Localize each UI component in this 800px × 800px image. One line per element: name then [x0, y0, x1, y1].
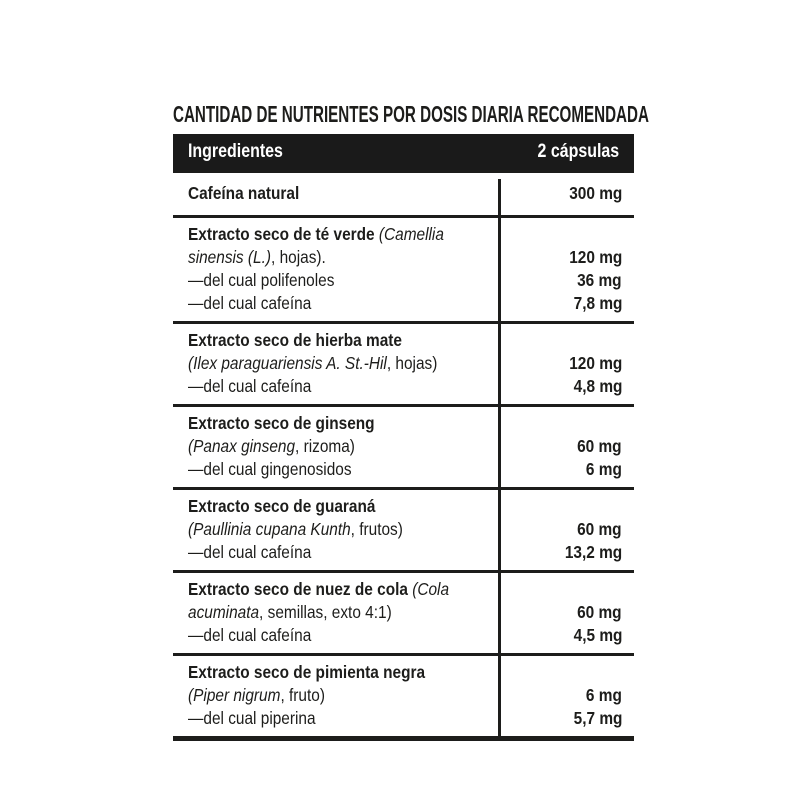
- table-row-cafeina-natural: [173, 170, 634, 215]
- ingredient-line: Extracto seco de hierba mate: [188, 330, 402, 350]
- ingredient-line: Cafeína natural: [188, 183, 300, 203]
- ingredient-line: Extracto seco de ginseng: [188, 413, 375, 433]
- ingredient-cell: [173, 407, 499, 487]
- amount-value: 36 mg: [577, 270, 622, 290]
- nutrition-panel: [173, 101, 649, 741]
- amount-value: 13,2 mg: [564, 542, 622, 562]
- ingredient-line: (Ilex paraguariensis A. St.-Hil, hojas): [188, 353, 438, 373]
- ingredient-line: acuminata, semillas, exto 4:1): [188, 602, 392, 622]
- table-row-hierba-mate: [173, 321, 634, 404]
- ingredient-cell: [173, 490, 499, 570]
- table-body: [173, 170, 634, 741]
- ingredient-line: sinensis (L.), hojas).: [188, 247, 326, 267]
- table-row-guarana: [173, 487, 634, 570]
- ingredient-cell: [173, 173, 499, 215]
- ingredient-cell: [173, 218, 499, 321]
- table-row-ginseng: [173, 404, 634, 487]
- amount-value: 60 mg: [577, 519, 622, 539]
- amount-cell: [499, 490, 634, 570]
- ingredient-line: (Piper nigrum, fruto): [188, 685, 325, 705]
- header-dose-label: 2 cápsulas: [537, 141, 619, 162]
- table-header: [173, 134, 634, 170]
- ingredient-line: Extracto seco de té verde (Camellia: [188, 224, 444, 244]
- ingredient-line: —del cual piperina: [188, 708, 316, 728]
- amount-cell: [499, 324, 634, 404]
- amount-spacer: [621, 412, 622, 435]
- amount-value: 4,5 mg: [573, 625, 622, 645]
- amount-cell: [499, 173, 634, 215]
- table-row-pimienta-negra: [173, 653, 634, 736]
- amount-spacer: [621, 495, 622, 518]
- amount-value: 7,8 mg: [573, 293, 622, 313]
- table-row-nuez-de-cola: [173, 570, 634, 653]
- amount-spacer: [621, 329, 622, 352]
- table-row-te-verde: [173, 215, 634, 321]
- amount-cell: [499, 656, 634, 736]
- ingredient-line: —del cual cafeína: [188, 293, 312, 313]
- ingredient-line: Extracto seco de guaraná: [188, 496, 376, 516]
- amount-spacer: [621, 578, 622, 601]
- amount-cell: [499, 218, 634, 321]
- header-ingredients-label: Ingredientes: [188, 141, 283, 162]
- ingredient-line: (Paullinia cupana Kunth, frutos): [188, 519, 403, 539]
- amount-value: 120 mg: [568, 247, 622, 267]
- ingredient-line: (Panax ginseng, rizoma): [188, 436, 355, 456]
- amount-cell: [499, 573, 634, 653]
- amount-value: 60 mg: [577, 436, 622, 456]
- ingredient-line: —del cual cafeína: [188, 376, 312, 396]
- amount-value: 5,7 mg: [573, 708, 622, 728]
- ingredient-line: —del cual cafeína: [188, 625, 312, 645]
- ingredient-line: Extracto seco de nuez de cola (Cola: [188, 579, 450, 599]
- amount-cell: [499, 407, 634, 487]
- amount-value: 300 mg: [568, 183, 622, 203]
- amount-spacer: [621, 223, 622, 246]
- amount-value: 4,8 mg: [573, 376, 622, 396]
- ingredient-cell: [173, 324, 499, 404]
- ingredient-cell: [173, 656, 499, 736]
- ingredient-line: —del cual polifenoles: [188, 270, 335, 290]
- page-title: CANTIDAD DE NUTRIENTES POR DOSIS DIARIA RECOMENDADA: [173, 101, 649, 127]
- amount-value: 120 mg: [568, 353, 622, 373]
- amount-value: 6 mg: [586, 685, 622, 705]
- column-divider: [498, 179, 501, 736]
- amount-value: 60 mg: [577, 602, 622, 622]
- ingredient-line: Extracto seco de pimienta negra: [188, 662, 426, 682]
- amount-value: 6 mg: [586, 459, 622, 479]
- ingredient-line: —del cual gingenosidos: [188, 459, 352, 479]
- amount-spacer: [621, 661, 622, 684]
- ingredient-cell: [173, 573, 499, 653]
- ingredient-line: —del cual cafeína: [188, 542, 312, 562]
